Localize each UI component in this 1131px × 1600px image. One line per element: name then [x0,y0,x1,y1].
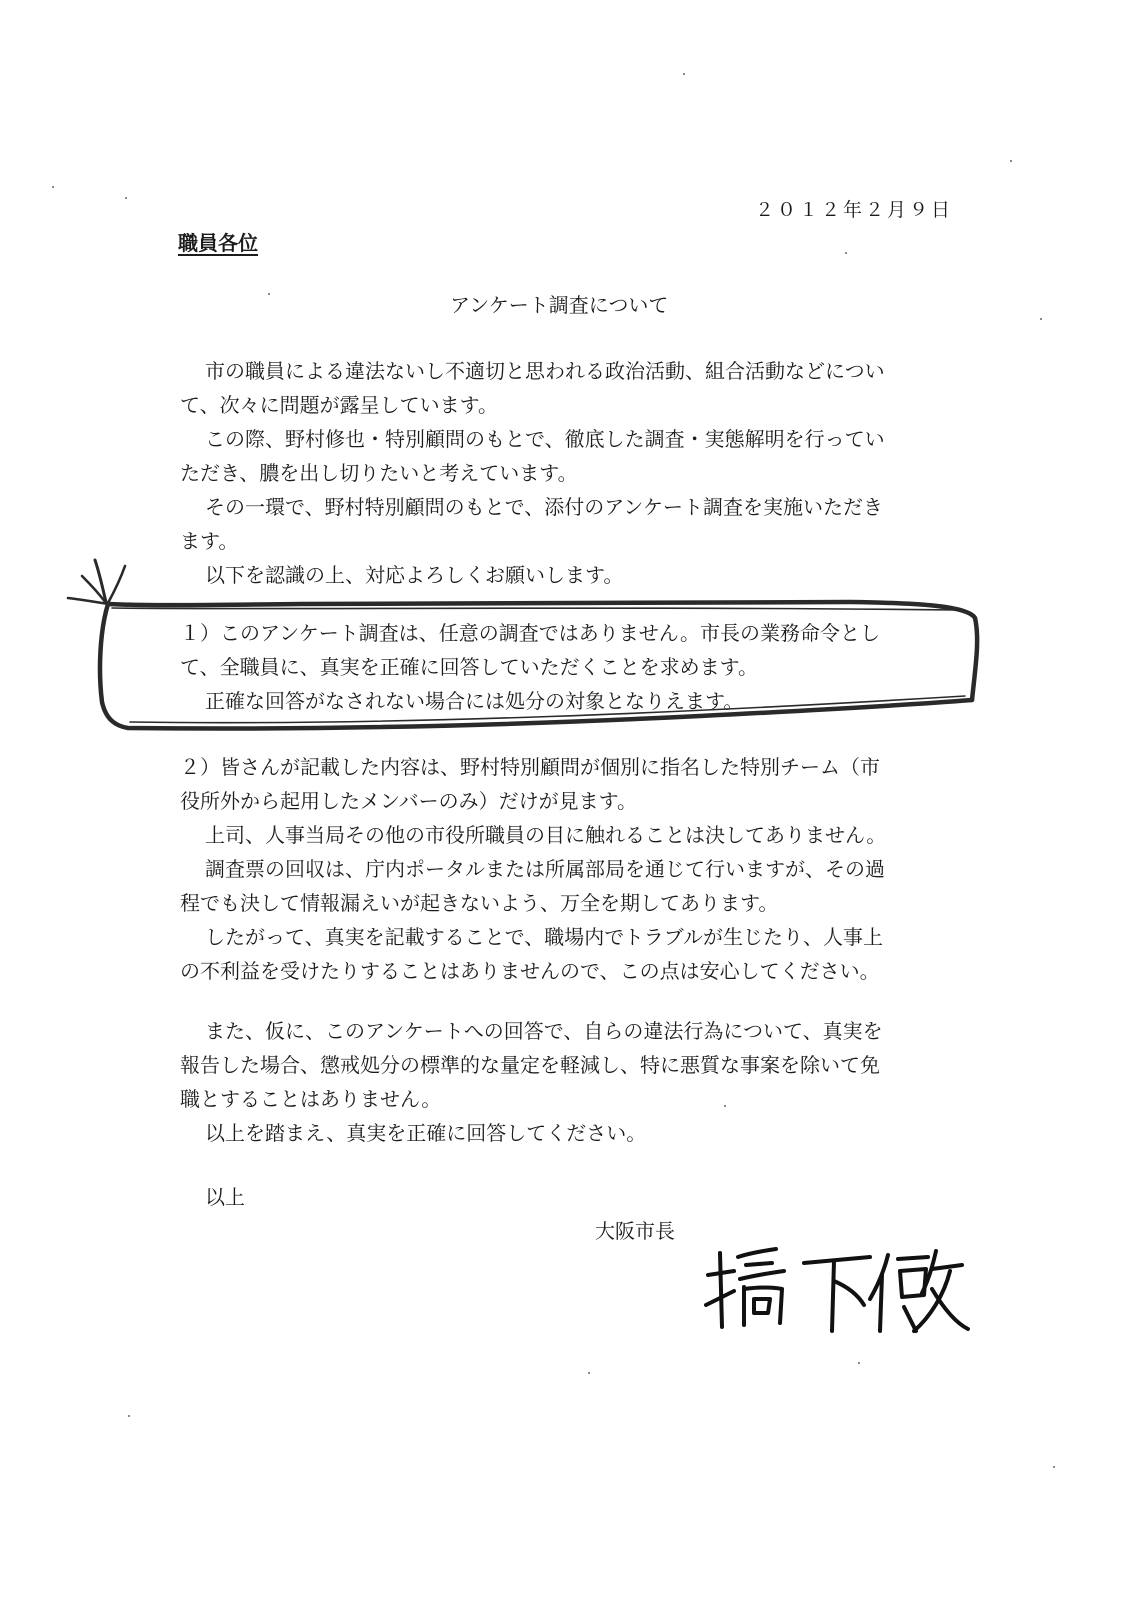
document-title: アンケート調査について [450,293,669,317]
item1-line: て、全職員に、真実を正確に回答していただくことを求めます。 [180,655,758,679]
closing-line: 報告した場合、懲戒処分の標準的な量定を軽減し、特に悪質な事案を除いて免 [180,1053,880,1077]
scan-speck [1010,160,1012,162]
item2-line: したがって、真実を記載することで、職場内でトラブルが生じたり、人事上 [205,925,883,949]
document-date: ２０１２年２月９日 [755,199,954,221]
item2-line: ２）皆さんが記載した内容は、野村特別顧問が個別に指名した特別チーム（市 [180,755,880,779]
intro-line: ます。 [180,529,239,553]
scan-speck [1040,318,1042,320]
scan-speck [588,1372,590,1374]
scan-speck [724,1105,726,1107]
signer-title: 大阪市長 [595,1219,675,1243]
item2-line: 調査票の回収は、庁内ポータルまたは所属部局を通じて行いますが、その過 [205,857,885,881]
closing-line: 以上を踏まえ、真実を正確に回答してください。 [205,1121,647,1145]
closing-line: また、仮に、このアンケートへの回答で、自らの違法行為について、真実を [205,1019,883,1043]
scan-speck [1053,1466,1055,1468]
scan-speck [125,197,127,199]
item2-line: 上司、人事当局その他の市役所職員の目に触れることは決してありません。 [205,823,887,847]
item1-line: 正確な回答がなされない場合には処分の対象となりえます。 [205,689,744,713]
intro-line: その一環で、野村特別顧問のもとで、添付のアンケート調査を実施いただき [205,495,883,519]
scan-speck [268,293,270,295]
intro-line: 市の職員による違法ないし不適切と思われる政治活動、組合活動などについ [205,359,885,383]
handwritten-signature [700,1235,970,1335]
item2-line: の不利益を受けたりすることはありませんので、この点は安心してください。 [180,959,880,983]
closing-line: 職とすることはありません。 [180,1087,442,1111]
item2-line: 程でも決して情報漏えいが起きないよう、万全を期してあります。 [180,891,779,915]
scan-speck [845,252,847,254]
scan-speck [128,1415,130,1417]
intro-line: 以下を認識の上、対応よろしくお願いします。 [205,563,624,587]
intro-line: この際、野村修也・特別顧問のもとで、徹底した調査・実態解明を行ってい [205,427,885,451]
end-mark: 以上 [205,1185,245,1209]
scan-speck [858,1362,860,1364]
item1-line: １）このアンケート調査は、任意の調査ではありません。市長の業務命令とし [180,621,880,645]
addressee: 職員各位 [178,231,258,255]
intro-line: て、次々に問題が露呈しています。 [180,393,498,417]
item2-line: 役所外から起用したメンバーのみ）だけが見ます。 [180,789,637,813]
scan-speck [52,186,54,188]
intro-line: ただき、膿を出し切りたいと考えています。 [180,461,578,485]
scan-speck [683,73,685,75]
